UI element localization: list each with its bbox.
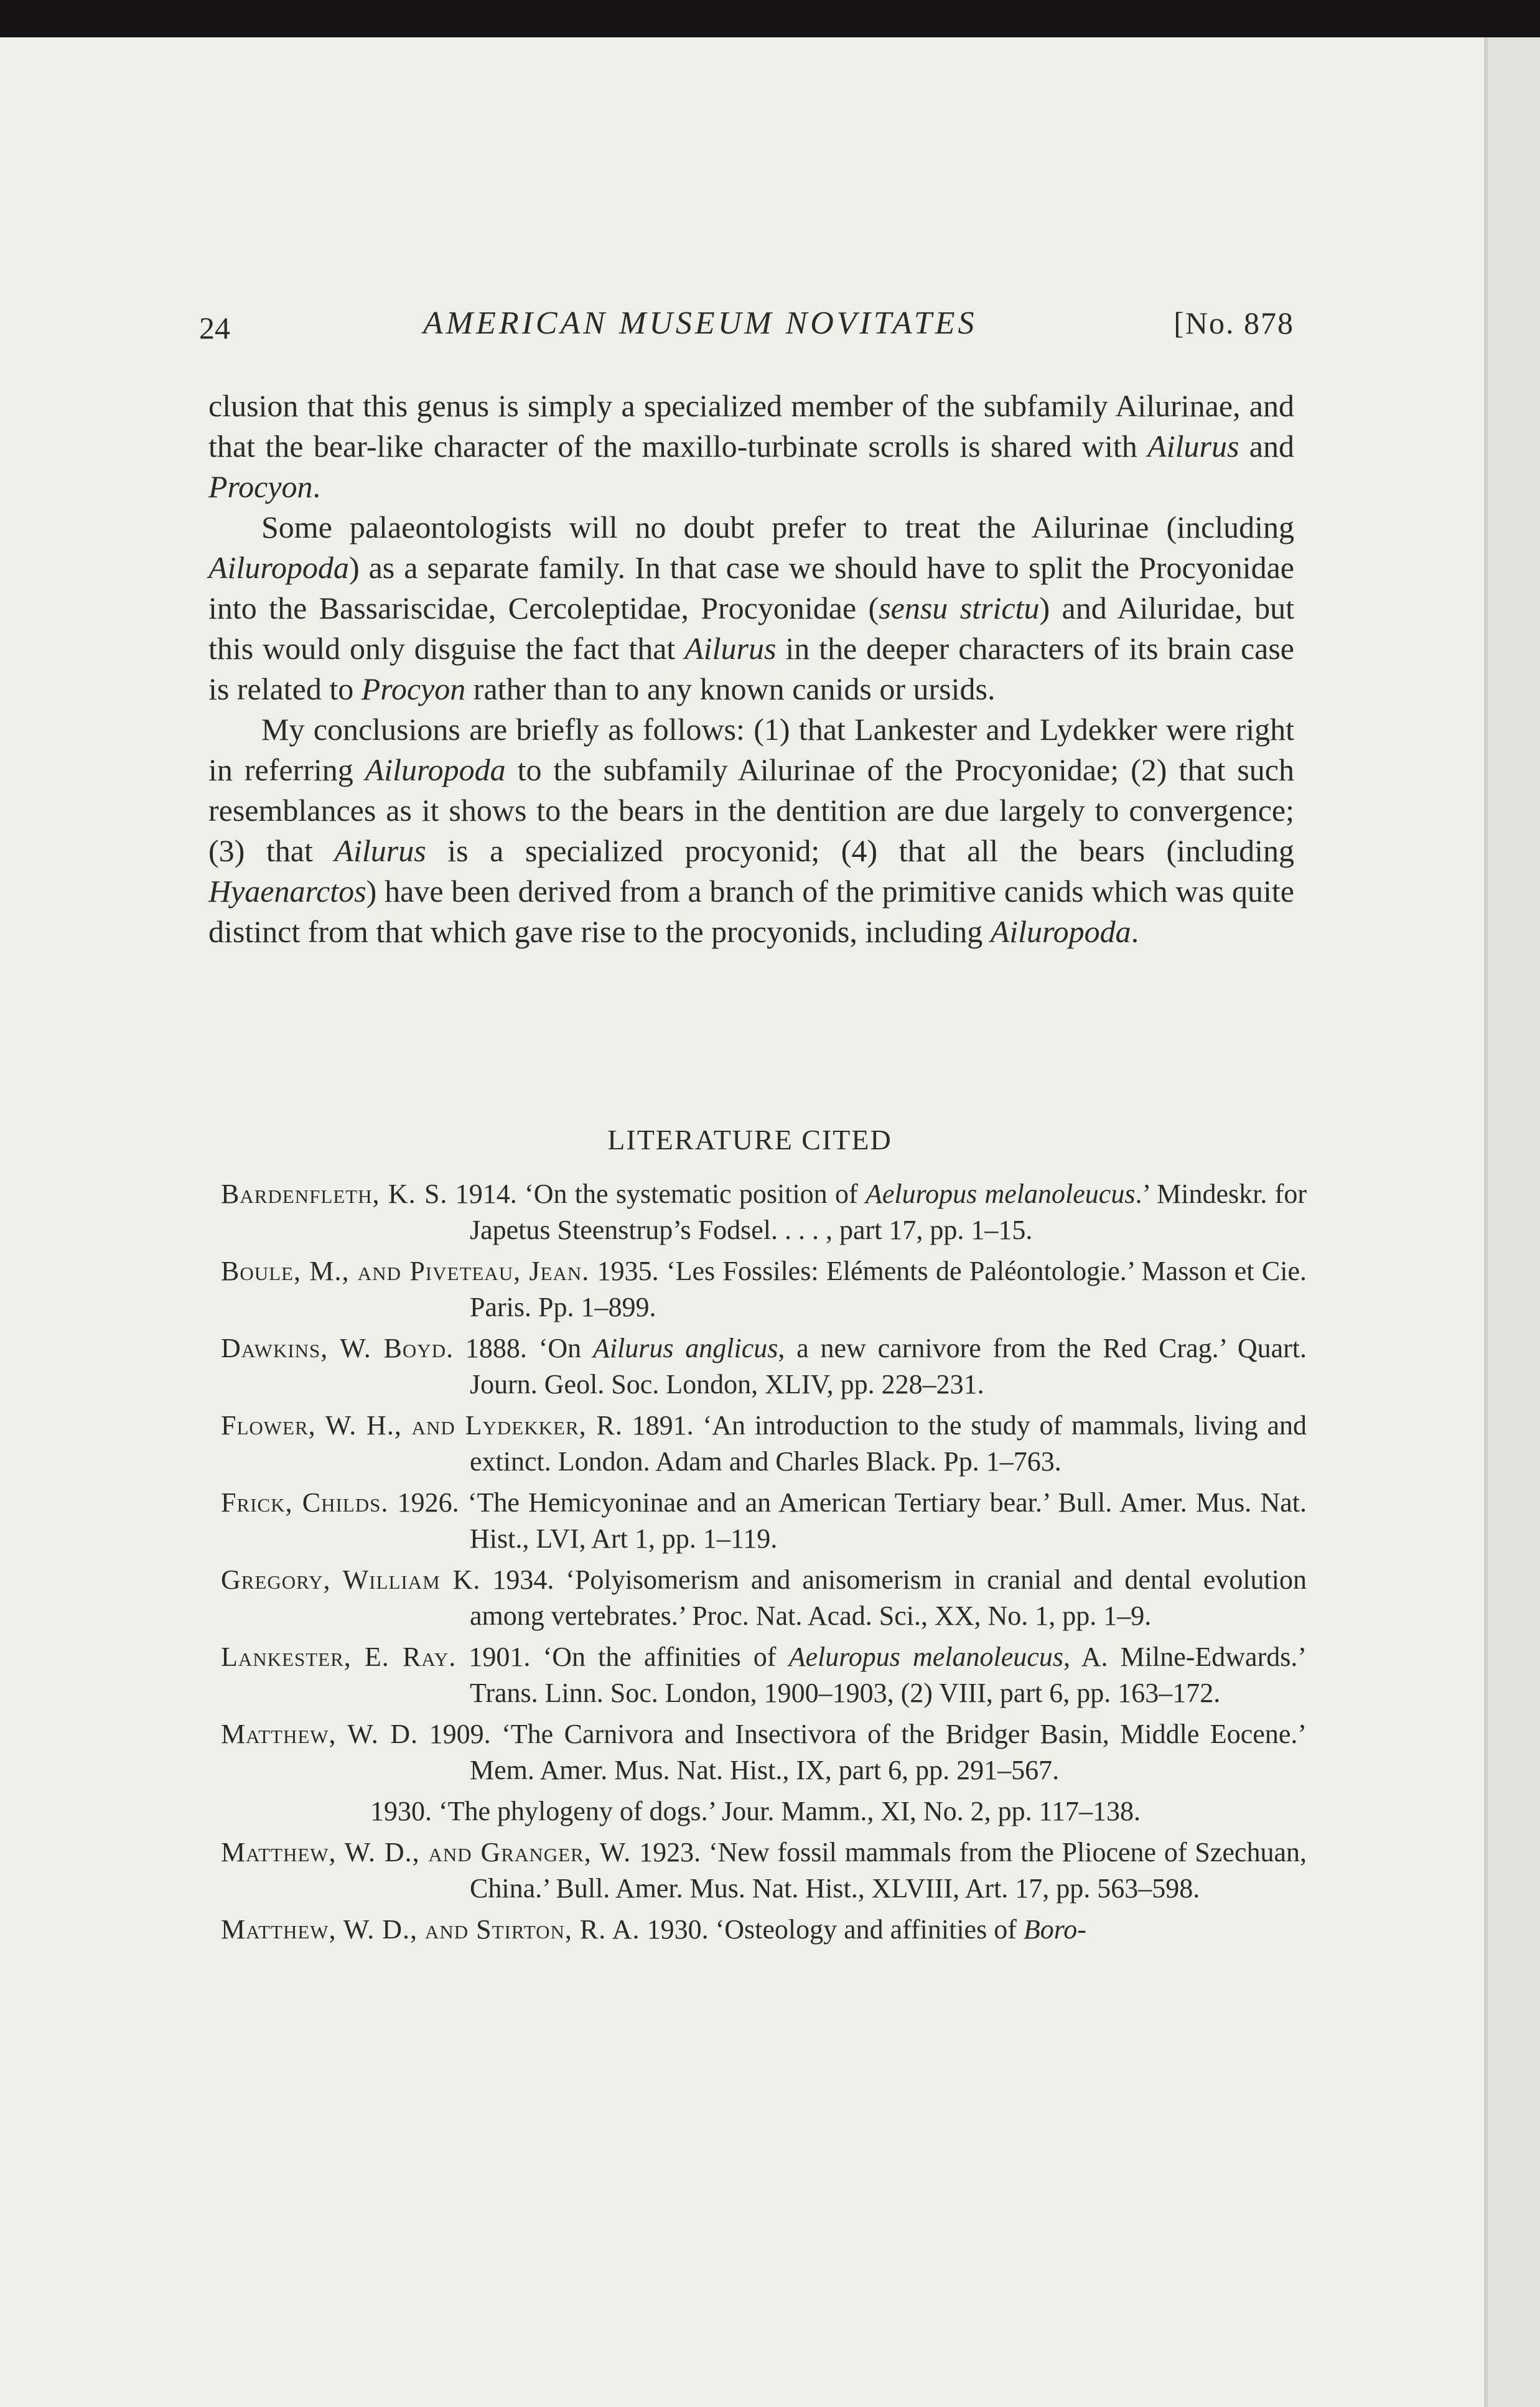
reference-entry: Gregory, William K. 1934. ‘Polyisomerism and anisomerism in cranial and dental evolution among vertebrates.’ Proc. Nat. Acad. Sci., XX, No. 1, pp. 1–9. [221, 1564, 1307, 1631]
reference-entry: Matthew, W. D. 1909. ‘The Carnivora and Insectivora of the Bridger Basin, Middle Eocene.’ Mem. Amer. Mus. Nat. Hist., IX, part 6, pp. 291–567. [221, 1719, 1307, 1785]
issue-number: [No. 878 [1174, 306, 1294, 340]
document-page [0, 37, 1484, 2407]
section-heading: LITERATURE CITED [607, 1124, 892, 1156]
body-text [208, 386, 1294, 952]
paragraph: clusion that this genus is simply a specialized member of the subfamily Ailurinae, and that the bear-like character of the maxillo-turbinate scrolls is shared with Ailurus and Procyon. [208, 388, 1294, 504]
reference-entry: Matthew, W. D., and Granger, W. 1923. ‘New fossil mammals from the Pliocene of Szechuan, China.’ Bull. Amer. Mus. Nat. Hist., XLVIII, Art. 17, pp. 563–598. [221, 1837, 1307, 1904]
reference-list [221, 1176, 1307, 1953]
page-number: 24 [199, 311, 230, 345]
reference-entry: Bardenfleth, K. S. 1914. ‘On the systematic position of Aeluropus melanoleucus.’ Mindeskr. for Japetus Steenstrup’s Fodsel. . . . , part 17, pp. 1–15. [221, 1179, 1307, 1245]
page-header [199, 299, 1294, 348]
reference-entry: Matthew, W. D., and Stirton, R. A. 1930. ‘Osteology and affinities of Boro- [221, 1914, 1086, 1945]
reference-entry: Boule, M., and Piveteau, Jean. 1935. ‘Les Fossiles: Eléments de Paléontologie.’ Masson et Cie. Paris. Pp. 1–899. [221, 1256, 1307, 1322]
reference-entry: Lankester, E. Ray. 1901. ‘On the affinities of Aeluropus melanoleucus, A. Milne-Edwards.’ Trans. Linn. Soc. London, 1900–1903, (2) VIII, part 6, pp. 163–172. [221, 1642, 1307, 1708]
reference-entry: 1930. ‘The phylogeny of dogs.’ Jour. Mamm., XI, No. 2, pp. 117–138. [370, 1796, 1141, 1826]
paragraph: Some palaeontologists will no doubt prefer to treat the Ailurinae (including Ailuropoda) as a separate family. In that case we should have to split the Procyonidae into the Bassariscidae, Cercoleptidae, Procyonidae (sensu strictu) and Ailuridae, but this would only disguise the fact that Ailurus in the deeper characters of its brain case is related to Procyon rather than to any known canids or ursids. [208, 510, 1294, 706]
paragraph: My conclusions are briefly as follows: (1) that Lankester and Lydekker were right in referring Ailuropoda to the subfamily Ailurinae of the Procyonidae; (2) that such resemblances as it shows to the bears in the dentition are due largely to convergence; (3) that Ailurus is a specialized procyonid; (4) that all the bears (including Hyaenarctos) have been derived from a branch of the primitive canids which was quite distinct from that which gave rise to the procyonids, including Ailuropoda. [208, 712, 1294, 949]
reference-entry: Dawkins, W. Boyd. 1888. ‘On Ailurus anglicus, a new carnivore from the Red Crag.’ Quart. Journ. Geol. Soc. London, XLIV, pp. 228–231. [221, 1333, 1307, 1400]
reference-entry: Flower, W. H., and Lydekker, R. 1891. ‘An introduction to the study of mammals, living and extinct. London. Adam and Charles Black. Pp. 1–763. [221, 1410, 1307, 1477]
journal-title: AMERICAN MUSEUM NOVITATES [423, 306, 978, 341]
scan-top-edge [0, 0, 1540, 37]
reference-entry: Frick, Childs. 1926. ‘The Hemicyoninae and an American Tertiary bear.’ Bull. Amer. Mus. Nat. Hist., LVI, Art 1, pp. 1–119. [221, 1487, 1307, 1554]
page-edge [1484, 37, 1540, 2407]
